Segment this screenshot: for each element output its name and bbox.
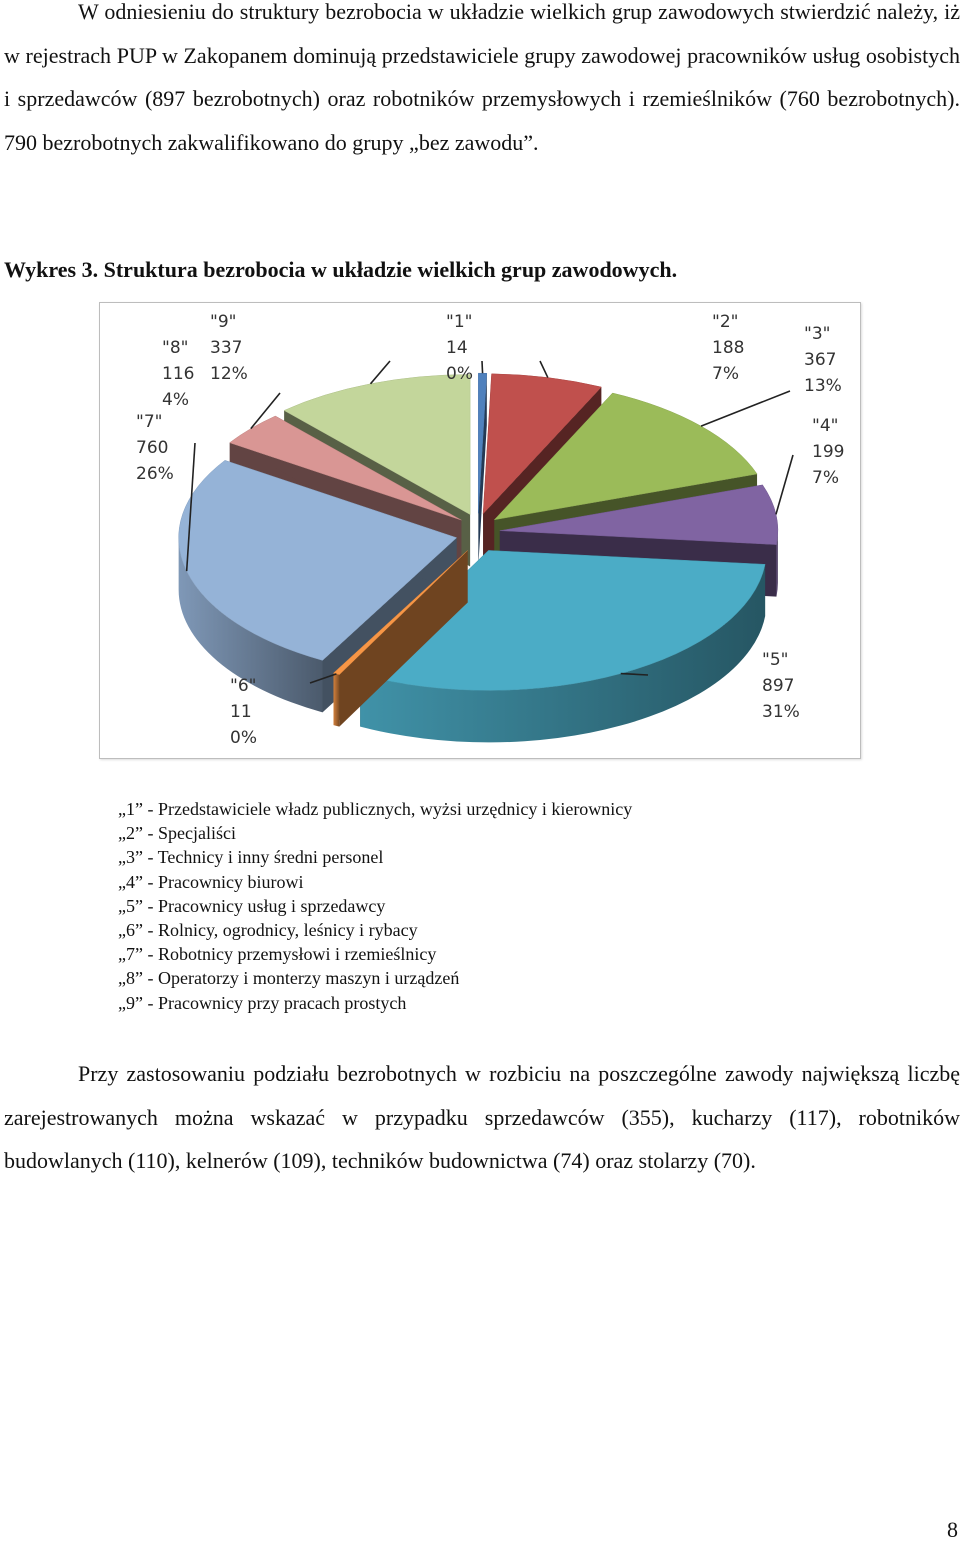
leader-line — [701, 391, 790, 426]
legend-item: „4” - Pracownicy biurowi — [118, 871, 304, 892]
slice-label — [446, 312, 483, 384]
leader-line — [776, 455, 793, 514]
intro-paragraph — [4, 0, 960, 164]
leader-line — [371, 361, 390, 384]
slice-percent-label: 13% — [804, 376, 842, 396]
leader-line — [540, 361, 548, 378]
legend-item: „6” - Rolnicy, ogrodnicy, leśnicy i rybacy — [118, 920, 418, 941]
slice-category-label: "4" — [812, 416, 839, 436]
legend-item: „8” - Operatorzy i monterzy maszyn i urządzeń — [118, 968, 460, 989]
slice-category-label: "8" — [162, 338, 189, 358]
slice-label — [210, 312, 390, 384]
slice-category-label: "2" — [712, 312, 739, 332]
slice-percent-label: 31% — [762, 702, 800, 722]
chart-legend-list — [118, 797, 632, 1015]
intro-paragraph-text: W odniesieniu do struktury bezrobocia w układzie wielkich grup zawodowych stwierdzić należy, iż w rejestrach PUP w Zakopanem dominują przedstawiciele grupy zawodowej pracowników usług osobistych i sprzedawców (897 bezrobotnych) oraz robotników przemysłowych i rzemieślników (760 bezrobotnych). 790 bezrobotnych zakwalifikowano do grupy „bez zawodu”. — [4, 0, 960, 155]
pie-slice-side — [333, 673, 339, 727]
slice-value-label: 760 — [136, 438, 169, 458]
closing-paragraph-text: Przy zastosowaniu podziału bezrobotnych w rozbiciu na poszczególne zawody największą liczbę zarejestrowanych można wskazać w przypadku sprzedawców (355), kucharzy (117), robotników budowlanych (110), kelnerów (109), techników budownictwa (74) oraz stolarzy (70). — [4, 1061, 960, 1173]
legend-item: „9” - Pracownicy przy pracach prostych — [118, 992, 407, 1013]
slice-value-label: 11 — [230, 702, 252, 722]
slice-value-label: 199 — [812, 442, 845, 462]
slice-category-label: "3" — [804, 324, 831, 344]
pie-chart-frame — [99, 302, 861, 759]
slice-value-label: 367 — [804, 350, 837, 370]
slice-percent-label: 4% — [162, 390, 189, 410]
slice-percent-label: 0% — [230, 728, 257, 748]
slice-category-label: "6" — [230, 676, 257, 696]
slice-category-label: "5" — [762, 650, 789, 670]
page-number: 8 — [947, 1517, 958, 1542]
leader-line — [482, 361, 483, 373]
legend-item: „1” - Przedstawiciele władz publicznych, wyżsi urzędnicy i kierownicy — [118, 799, 633, 819]
slice-value-label: 337 — [210, 338, 243, 358]
slice-value-label: 14 — [446, 338, 468, 358]
slice-value-label: 116 — [162, 364, 195, 384]
slice-label — [776, 416, 845, 514]
slice-category-label: "7" — [136, 412, 163, 432]
slice-category-label: "9" — [210, 312, 237, 332]
slice-value-label: 188 — [712, 338, 745, 358]
legend-item: „3” - Technicy i inny średni personel — [118, 847, 384, 868]
slice-percent-label: 7% — [812, 468, 839, 488]
pie-chart — [100, 303, 860, 758]
slice-category-label: "1" — [446, 312, 473, 332]
slice-label — [540, 312, 744, 384]
slice-percent-label: 7% — [712, 364, 739, 384]
legend-item: „2” - Specjaliści — [118, 823, 236, 844]
slice-percent-label: 0% — [446, 364, 473, 384]
slice-value-label: 897 — [762, 676, 795, 696]
slice-percent-label: 26% — [136, 464, 174, 484]
chart-heading: Wykres 3. Struktura bezrobocia w układzie wielkich grup zawodowych. — [4, 257, 678, 282]
legend-item: „5” - Pracownicy usług i sprzedawcy — [118, 895, 386, 916]
slice-percent-label: 12% — [210, 364, 248, 384]
legend-item: „7” - Robotnicy przemysłowi i rzemieślnicy — [118, 944, 437, 965]
closing-paragraph — [4, 1052, 960, 1183]
